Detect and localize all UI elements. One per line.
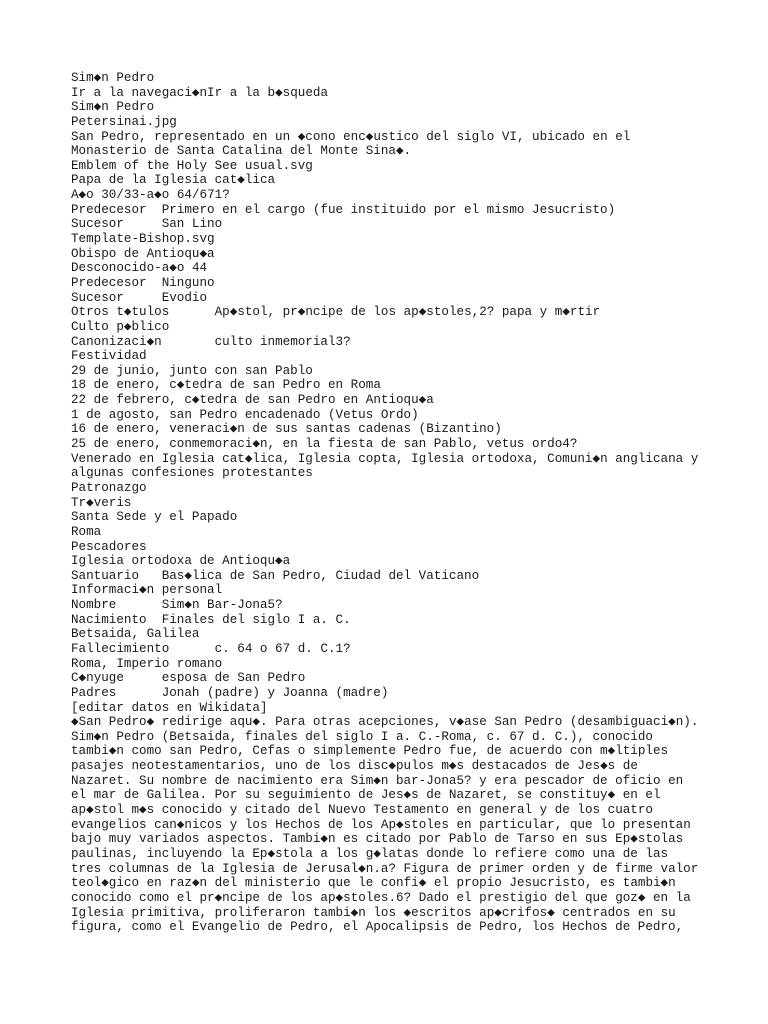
text-line: [editar datos en Wikidata] [71, 700, 268, 715]
text-line: 25 de enero, conmemoraci◆n, en la fiesta de san Pablo, vetus ordo4? [71, 437, 578, 452]
text-line: Roma, Imperio romano [71, 656, 223, 671]
text-line: San Pedro, representado en un ◆cono enc◆ustico del siglo VI, ubicado en el [71, 129, 631, 144]
text-line: A◆o 30/33-a◆o 64/671? [71, 188, 230, 203]
text-line: 22 de febrero, c◆tedra de san Pedro en Antioqu◆a [71, 393, 434, 408]
text-line: Culto p◆blico [71, 319, 170, 334]
text-line: Otros t◆tulos Ap◆stol, pr◆ncipe de los ap◆stoles,2? papa y m◆rtir [71, 305, 601, 320]
text-line: Nombre Sim◆n Bar-Jona5? [71, 598, 283, 613]
text-line: Sucesor San Lino [71, 217, 223, 232]
text-line: Monasterio de Santa Catalina del Monte Sina◆. [71, 144, 412, 159]
text-line: Patronazgo [71, 480, 147, 495]
text-line: Fallecimiento c. 64 o 67 d. C.1? [71, 641, 351, 656]
text-line: bajo muy variados aspectos. Tambi◆n es citado por Pablo de Tarso en sus Ep◆stolas [71, 832, 684, 847]
text-line: Predecesor Primero en el cargo (fue instituido por el mismo Jesucristo) [71, 202, 616, 217]
text-line: algunas confesiones protestantes [71, 466, 313, 481]
text-line: Iglesia primitiva, proliferaron tambi◆n los ◆escritos ap◆crifos◆ centrados en su [71, 905, 676, 920]
text-line: Canonizaci◆n culto inmemorial3? [71, 334, 351, 349]
text-line: el mar de Galilea. Por su seguimiento de Jes◆s de Nazaret, se constituy◆ en el [71, 788, 661, 803]
text-line: tambi◆n como san Pedro, Cefas o simplemente Pedro fue, de acuerdo con m◆ltiples [71, 744, 669, 759]
text-line: Informaci◆n personal [71, 583, 223, 598]
text-line: Emblem of the Holy See usual.svg [71, 158, 313, 173]
text-line: paulinas, incluyendo la Ep◆stola a los g◆latas donde lo refiere como una de las [71, 846, 669, 861]
text-line: teol◆gico en raz◆n del ministerio que le confi◆ el propio Jesucristo, es tambi◆n [71, 876, 676, 891]
text-line: Iglesia ortodoxa de Antioqu◆a [71, 554, 291, 569]
text-line: Nacimiento Finales del siglo I a. C. [71, 612, 351, 627]
text-line: conocido como el pr◆ncipe de los ap◆stoles.6? Dado el prestigio del que goz◆ en la [71, 890, 691, 905]
text-line: 18 de enero, c◆tedra de san Pedro en Roma [71, 378, 381, 393]
text-line: figura, como el Evangelio de Pedro, el Apocalipsis de Pedro, los Hechos de Pedro, [71, 920, 684, 935]
text-line: 29 de junio, junto con san Pablo [71, 363, 313, 378]
text-line: Festividad [71, 349, 147, 364]
document-text [71, 71, 761, 935]
text-line: ◆San Pedro◆ redirige aqu◆. Para otras acepciones, v◆ase San Pedro (desambiguaci◆n). [71, 715, 699, 730]
text-line: Predecesor Ninguno [71, 275, 215, 290]
text-line: Nazaret. Su nombre de nacimiento era Sim◆n bar-Jona5? y era pescador de oficio en [71, 773, 684, 788]
text-line: Roma [71, 524, 102, 539]
text-line: Sim◆n Pedro [71, 71, 155, 85]
text-line: Sucesor Evodio [71, 290, 208, 305]
text-line: Sim◆n Pedro [71, 100, 155, 115]
text-line: Tr◆veris [71, 495, 132, 510]
text-line: Betsaida, Galilea [71, 627, 200, 642]
text-line: Petersinai.jpg [71, 114, 177, 129]
text-line: Obispo de Antioqu◆a [71, 246, 215, 261]
text-line: 1 de agosto, san Pedro encadenado (Vetus Ordo) [71, 407, 419, 422]
text-line: Padres Jonah (padre) y Joanna (madre) [71, 685, 389, 700]
text-line: Sim◆n Pedro (Betsaida, finales del siglo I a. C.-Roma, c. 67 d. C.), conocido [71, 729, 653, 744]
text-line: Santa Sede y el Papado [71, 510, 238, 525]
text-line: Venerado en Iglesia cat◆lica, Iglesia copta, Iglesia ortodoxa, Comuni◆n anglicana y [71, 451, 699, 466]
text-line: Pescadores [71, 539, 147, 554]
text-line: Desconocido-a◆o 44 [71, 261, 208, 276]
text-line: Ir a la navegaci◆nIr a la b◆squeda [71, 85, 329, 100]
text-line: Template-Bishop.svg [71, 232, 215, 247]
text-line: 16 de enero, veneraci◆n de sus santas cadenas (Bizantino) [71, 422, 502, 437]
text-line: Papa de la Iglesia cat◆lica [71, 173, 276, 188]
text-line: ap◆stol m◆s conocido y citado del Nuevo Testamento en general y de los cuatro [71, 803, 653, 818]
text-line: evangelios can◆nicos y los Hechos de los Ap◆stoles en particular, que lo presentan [71, 817, 691, 832]
text-line: tres columnas de la Iglesia de Jerusal◆n.a? Figura de primer orden y de firme valor [71, 861, 699, 876]
text-line: C◆nyuge esposa de San Pedro [71, 671, 306, 686]
text-line: Santuario Bas◆lica de San Pedro, Ciudad del Vaticano [71, 568, 480, 583]
text-line: pasajes neotestamentarios, uno de los disc◆pulos m◆s destacados de Jes◆s de [71, 759, 638, 774]
